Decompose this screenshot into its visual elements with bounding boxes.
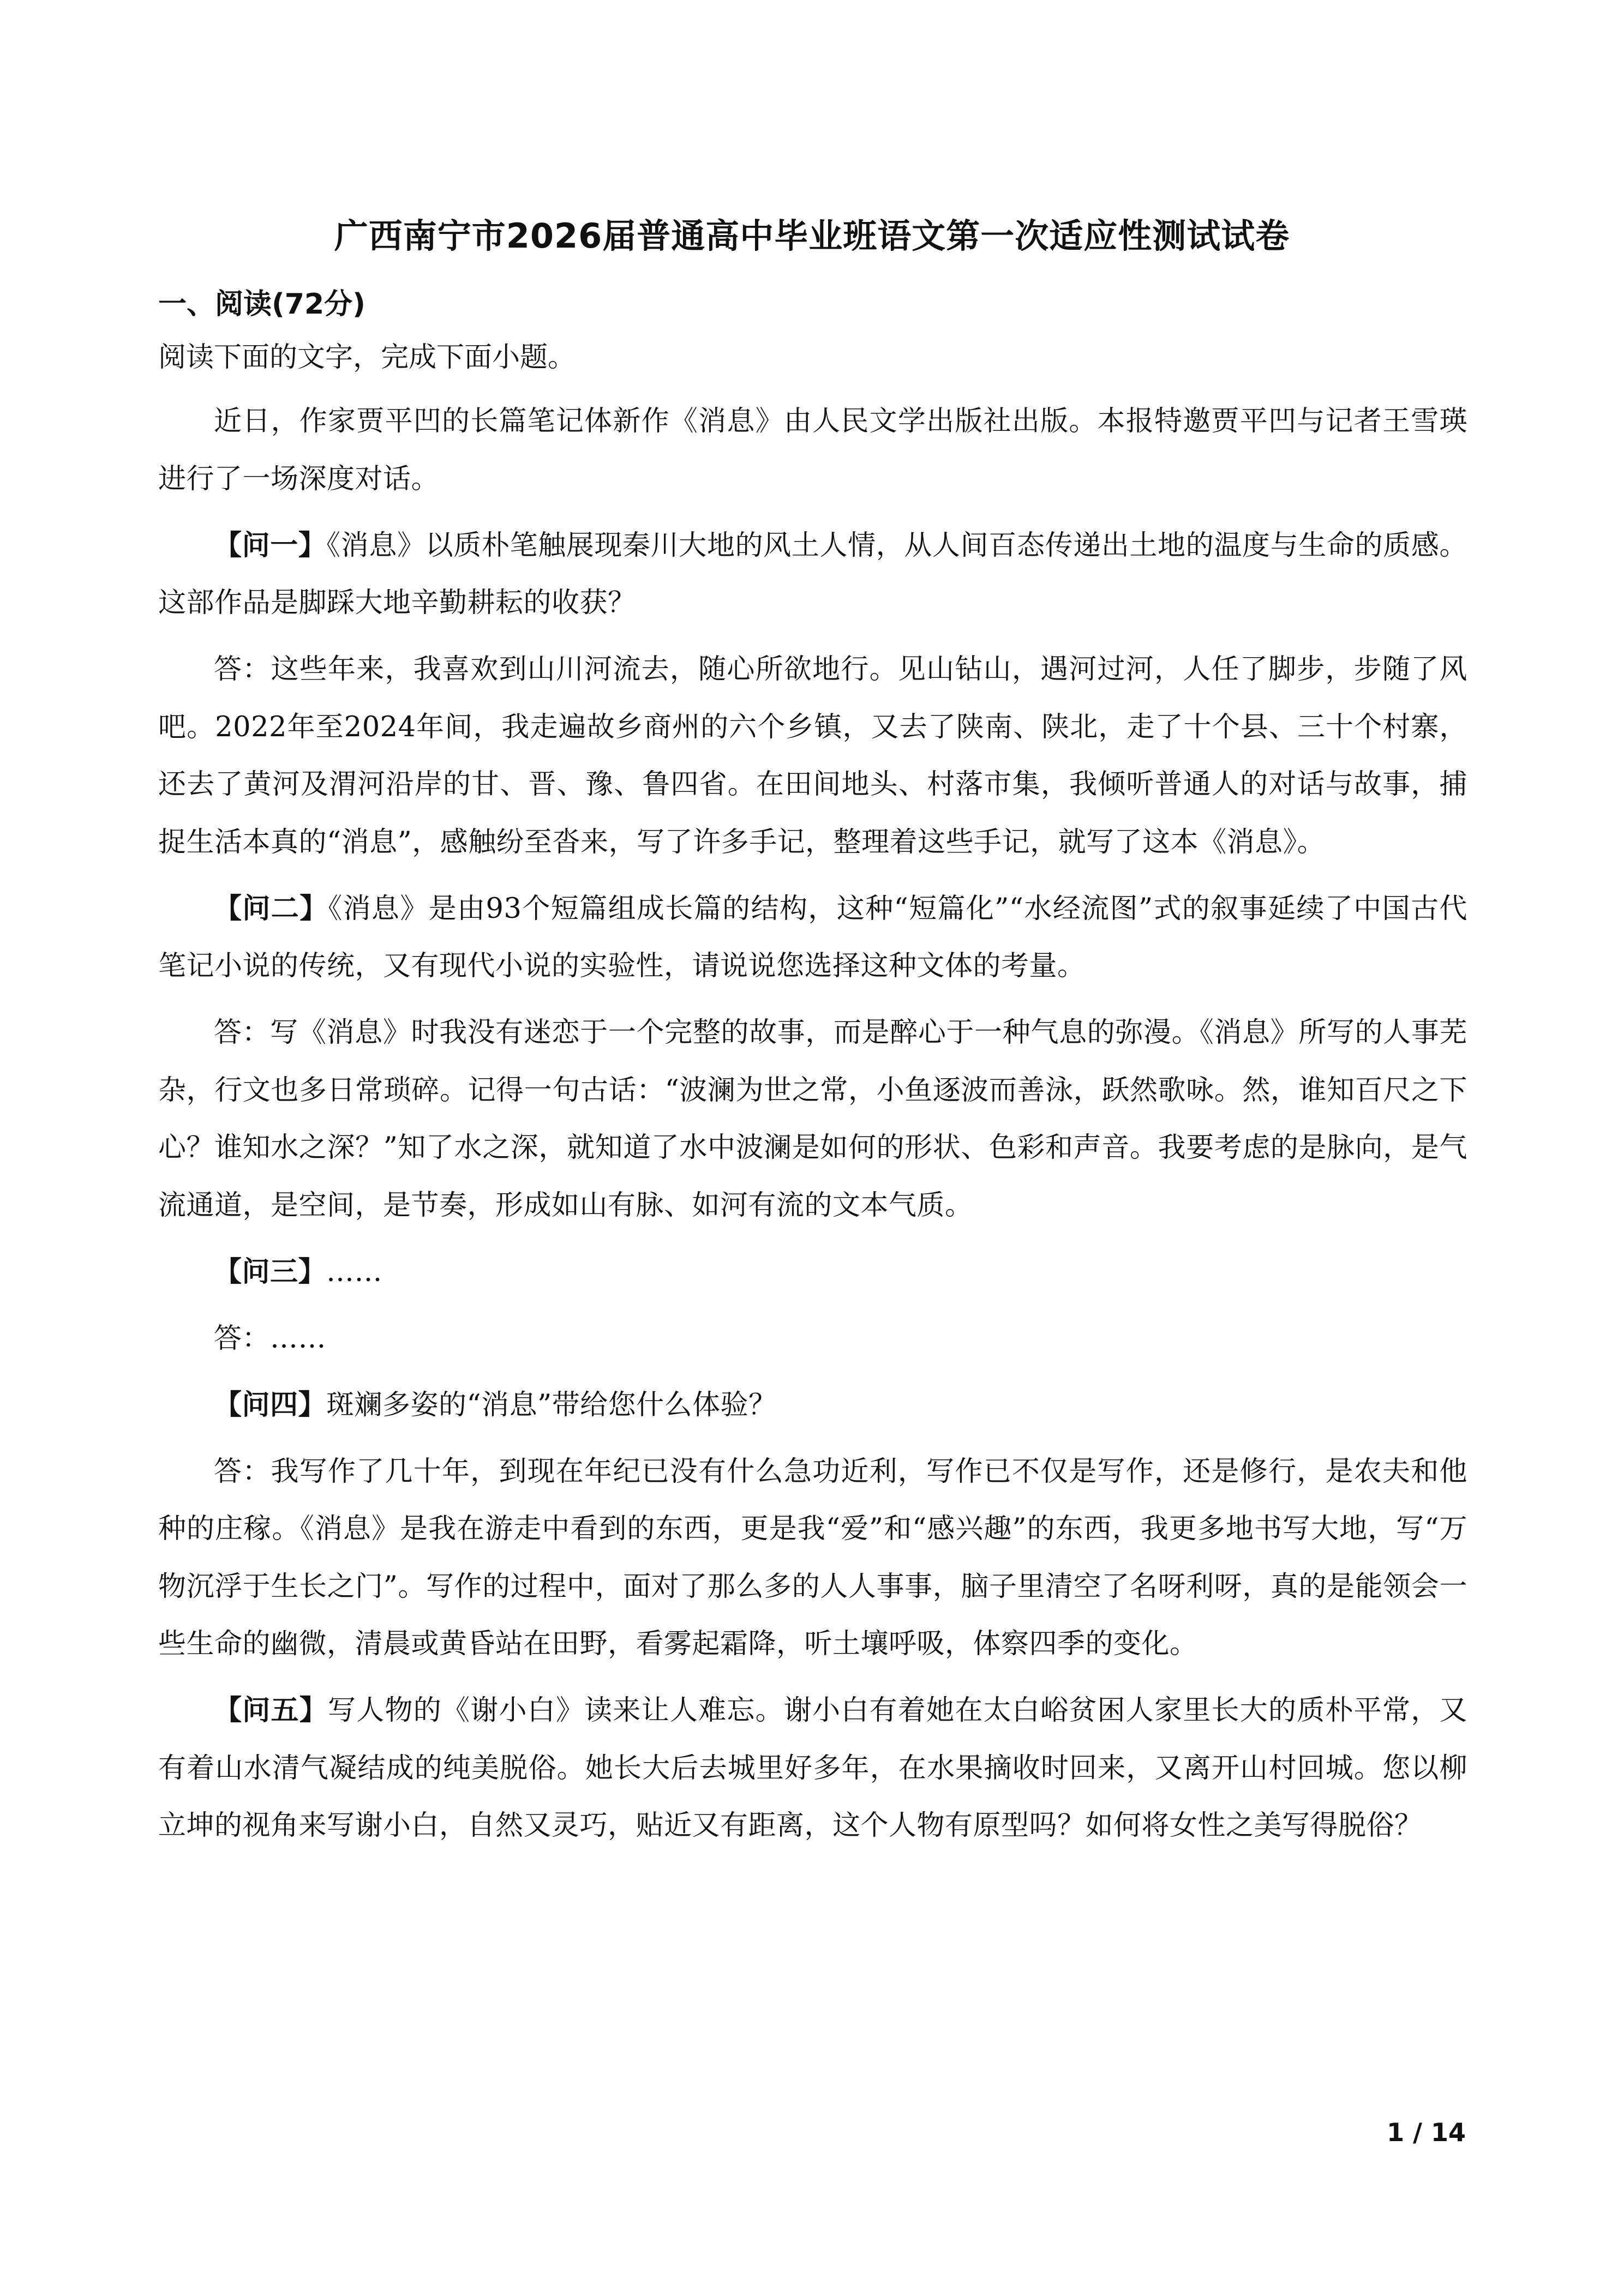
answer-text: 答：这些年来，我喜欢到山川河流去，随心所欲地行。见山钻山，遇河过河，人任了脚步，步随了风吧。2022年至2024年间，我走遍故乡商州的六个乡镇，又去了陕南、陕北，走了十个县、三十个村寨，还去了黄河及渭河沿岸的甘、晋、豫、鲁四省。在田间地头、村落市集，我倾听普通人的对话与故事，捕捉生活本真的“消息”，感触纷至沓来，写了许多手记，整理着这些手记，就写了这本《消息》。 [158, 653, 1467, 858]
question-1 [158, 517, 1467, 632]
question-2 [158, 880, 1467, 995]
article-body [158, 393, 1467, 1864]
answer-text: 答：…… [214, 1322, 327, 1355]
question-text: 斑斓多姿的“消息”带给您什么体验？ [326, 1389, 777, 1421]
question-label: 【问五】 [214, 1694, 328, 1727]
answer-1 [158, 641, 1467, 871]
question-label: 【问三】 [214, 1255, 327, 1288]
answer-3 [158, 1310, 1467, 1368]
question-text: 《消息》是由93个短篇组成长篇的结构，这种“短篇化”“水经流图”式的叙事延续了中国古代笔记小说的传统，又有现代小说的实验性，请说说您选择这种文体的考量。 [158, 892, 1467, 982]
answer-text: 答：我写作了几十年，到现在年纪已没有什么急功近利，写作已不仅是写作，还是修行，是农夫和他种的庄稼。《消息》是我在游走中看到的东西，更是我“爱”和“感兴趣”的东西，我更多地书写大地，写“万物沉浮于生长之门”。写作的过程中，面对了那么多的人人事事，脑子里清空了名呀利呀，真的是能领会一些生命的幽微，清晨或黄昏站在田野，看雾起霜降，听土壤呼吸，体察四季的变化。 [158, 1455, 1467, 1660]
question-text: 《消息》以质朴笔触展现秦川大地的风土人情，从人间百态传递出土地的温度与生命的质感。这部作品是脚踩大地辛勤耕耘的收获？ [158, 529, 1467, 619]
page-number: 1 / 14 [1387, 2118, 1466, 2147]
question-text: 写人物的《谢小白》读来让人难忘。谢小白有着她在太白峪贫困人家里长大的质朴平常，又有着山水清气凝结成的纯美脱俗。她长大后去城里好多年，在水果摘收时回来，又离开山村回城。您以柳立坤的视角来写谢小白，自然又灵巧，贴近又有距离，这个人物有原型吗？如何将女性之美写得脱俗？ [158, 1694, 1467, 1842]
document-title: 广西南宁市2026届普通高中毕业班语文第一次适应性测试试卷 [334, 216, 1290, 256]
question-4 [158, 1377, 1467, 1434]
paragraph-intro [158, 393, 1467, 508]
answer-4 [158, 1443, 1467, 1673]
question-3 [158, 1243, 1467, 1301]
question-label: 【问四】 [214, 1389, 327, 1421]
paragraph-text: 近日，作家贾平凹的长篇笔记体新作《消息》由人民文学出版社出版。本报特邀贾平凹与记者王雪瑛进行了一场深度对话。 [158, 405, 1467, 495]
answer-2 [158, 1004, 1467, 1234]
question-5 [158, 1682, 1467, 1855]
section-heading: 一、阅读(72分) [158, 288, 365, 321]
question-text: …… [326, 1255, 383, 1288]
question-label: 【问一】 [214, 529, 327, 562]
question-label: 【问二】 [214, 892, 328, 925]
answer-text: 答：写《消息》时我没有迷恋于一个完整的故事，而是醉心于一种气息的弥漫。《消息》所写的人事芜杂，行文也多日常琐碎。记得一句古话：“波澜为世之常，小鱼逐波而善泳，跃然歌咏。然，谁知百尺之下心？谁知水之深？”知了水之深，就知道了水中波澜是如何的形状、色彩和声音。我要考虑的是脉向，是气流通道，是空间，是节奏，形成如山有脉、如河有流的文本气质。 [158, 1017, 1467, 1222]
reading-instruction: 阅读下面的文字，完成下面小题。 [158, 341, 576, 374]
